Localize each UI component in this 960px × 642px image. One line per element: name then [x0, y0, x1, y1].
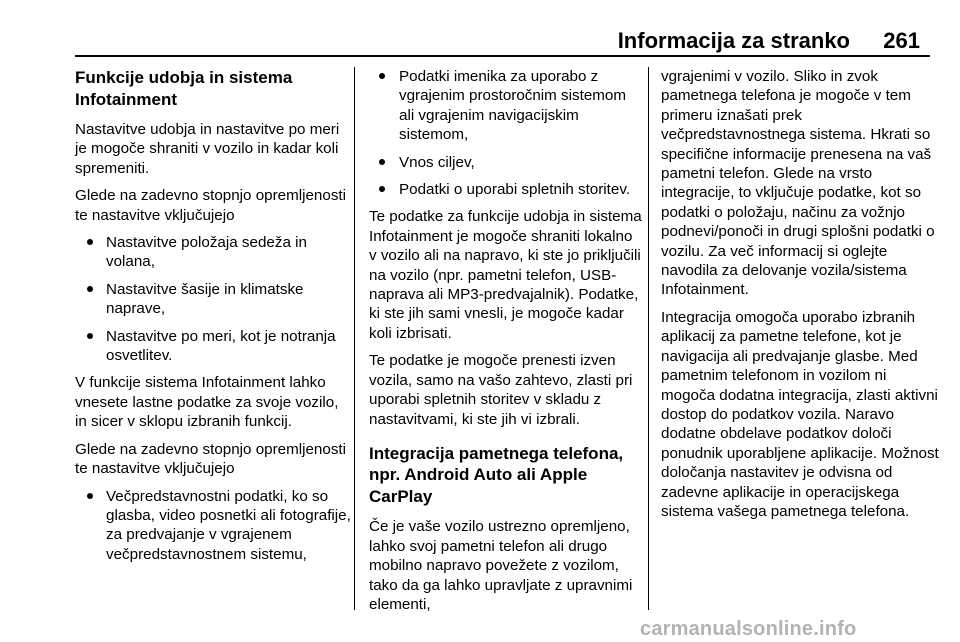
list-item-text: Podatki imenika za uporabo z vgrajenim prostoročnim sistemom ali vgrajenim navigacijskim sistemom,	[399, 68, 627, 144]
bullet-list	[369, 67, 643, 199]
list-item-text: Nastavitve položaja sedeža in volana,	[106, 234, 307, 271]
list-item-text: Nastavitve po meri, kot je notranja osvetlitev.	[106, 327, 336, 365]
bullet-icon	[379, 73, 385, 79]
paragraph: Te podatke za funkcije udobja in sistema Infotainment je mogoče shraniti lokalno v vozilo ali na napravo, ki ste jo priključili na vozilo (npr. pametni telefon, USB-naprava ali MP3-predvajalnik). Podatke, ki ste jih sami vnesli, je mogoče kadar koli izbrisati.	[369, 208, 642, 342]
list-item	[75, 280, 353, 319]
paragraph: Glede na zadevno stopnjo opremljenosti te nastavitve vključujejo	[75, 187, 347, 224]
list-item	[369, 180, 643, 199]
header-title: Informacija za stranko	[617, 28, 850, 53]
column-divider-1	[354, 67, 355, 610]
page-number: 261	[883, 28, 920, 53]
list-item	[369, 153, 643, 172]
paragraph: Nastavitve udobja in nastavitve po meri je mogoče shraniti v vozilo in kadar koli spremeniti.	[75, 121, 340, 177]
list-item-text: Nastavitve šasije in klimatske naprave,	[106, 280, 304, 318]
watermark: carmanualsonline.info	[640, 618, 857, 640]
paragraph: Te podatke je mogoče prenesti izven vozila, samo na vašo zahtevo, zlasti pri uporabi spletnih storitev v skladu z nastavitvami, ki ste jih vi izbrali.	[369, 352, 633, 428]
bullet-icon	[379, 159, 385, 165]
paragraph: V funkcije sistema Infotainment lahko vnesete lastne podatke za svoje vozilo, in sicer v sklopu izbranih funkcij.	[75, 374, 339, 431]
paragraph: Glede na zadevno stopnjo opremljenosti te nastavitve vključujejo	[75, 440, 347, 478]
column-2	[369, 67, 643, 622]
bullet-list	[75, 487, 353, 565]
paragraph: vgrajenimi v vozilo. Sliko in zvok pametnega telefona je mogoče v tem primeru iznašati prek večpredstavnostnega sistema. Hkrati so specifične informacije prenesena na vaš pametni telefon. Glede na vrsto integracije, to vključuje podatke, kot so podatki o položaju, načinu za vožnjo podnevi/ponoči in drugi splošni podatki o vozilu. Za več informacij si oglejte navodila za delovanje vozila/sistema Infotainment.	[661, 68, 935, 299]
page-header	[0, 0, 960, 60]
column-1	[75, 67, 353, 572]
list-item	[75, 487, 353, 565]
paragraph: Če je vaše vozilo ustrezno opremljeno, lahko svoj pametni telefon ali drugo mobilno napravo povežete z vozilom, tako da ga lahko upravljate z upravnimi elementi,	[369, 518, 633, 614]
bullet-list	[75, 233, 353, 365]
bullet-icon	[379, 186, 385, 192]
column-divider-2	[648, 67, 649, 610]
paragraph: Integracija omogoča uporabo izbranih aplikacij za pametne telefone, kot je navigacija ali predvajanje glasbe. Med pametnim telefonom in vozilom ni mogoča dodatna integracija, zlasti aktivni dostop do podatkov vozila. Naravo dodatne obdelave podatkov določi ponudnik uporabljene aplikacije. Možnost določanja nastavitev je odvisna od zadevne aplikacije in operacijskega sistema vašega pametnega telefona.	[661, 308, 939, 520]
list-item	[75, 327, 353, 366]
section-heading-smartphone-integration: Integracija pametnega telefona, npr. Android Auto ali Apple CarPlay	[369, 443, 624, 506]
header-divider	[75, 55, 930, 57]
bullet-icon	[87, 333, 93, 339]
list-item	[369, 67, 643, 145]
bullet-icon	[87, 239, 93, 245]
list-item-text: Podatki o uporabi spletnih storitev.	[399, 181, 631, 199]
column-3	[661, 67, 941, 529]
bullet-icon	[87, 493, 93, 499]
list-item-text: Vnos ciljev,	[399, 153, 475, 171]
list-item	[75, 233, 353, 272]
list-item-text: Večpredstavnostni podatki, ko so glasba, video posnetki ali fotografije, za predvajanje v vgrajenem večpredstavnostnem sistemu,	[106, 487, 351, 563]
bullet-icon	[87, 286, 93, 292]
section-heading-comfort-infotainment: Funkcije udobja in sistema Infotainment	[75, 68, 293, 109]
